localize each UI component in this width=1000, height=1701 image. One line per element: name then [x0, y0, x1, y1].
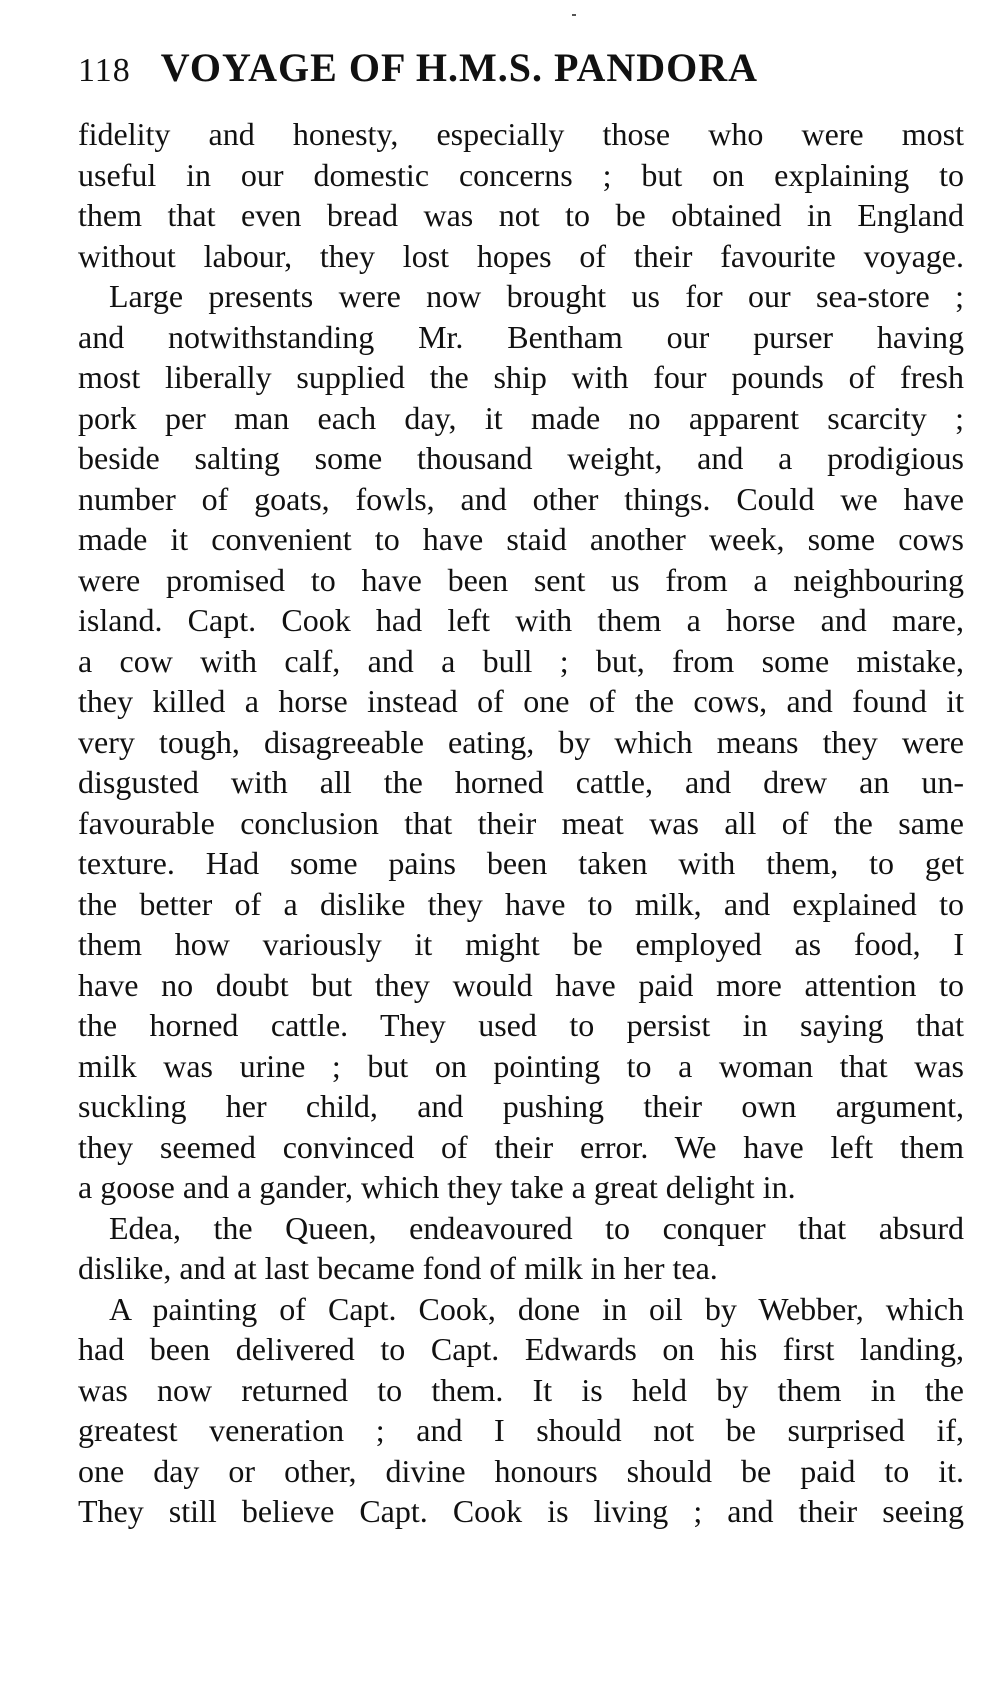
running-title: VOYAGE OF H.M.S. PANDORA: [160, 45, 759, 90]
text-line: Edea, the Queen, endeavoured to conquer that absurd: [109, 1209, 964, 1246]
text-line: one day or other, divine honours should be paid to it.: [78, 1452, 964, 1489]
text-line: and notwithstanding Mr. Bentham our purser having: [78, 318, 964, 355]
text-line: A painting of Capt. Cook, done in oil by Webber, which: [109, 1290, 964, 1327]
running-head: [78, 44, 964, 114]
text-line: useful in our domestic concerns ; but on explaining to: [78, 156, 964, 193]
text-line: texture. Had some pains been taken with them, to get: [78, 845, 964, 881]
text-line: a cow with calf, and a bull ; but, from some mistake,: [78, 642, 964, 679]
text-line: the better of a dislike they have to milk, and explained to: [78, 885, 964, 922]
text-line: a goose and a gander, which they take a great delight in.: [78, 1169, 796, 1205]
text-line: were promised to have been sent us from a neighbouring: [78, 561, 964, 598]
text-line: pork per man each day, it made no apparent scarcity ;: [78, 399, 964, 436]
text-line: number of goats, fowls, and other things. Could we have: [78, 480, 964, 517]
text-line: was now returned to them. It is held by them in the: [78, 1371, 964, 1408]
paragraph-4: [78, 1289, 964, 1532]
text-line: greatest veneration ; and I should not be surprised if,: [78, 1412, 964, 1448]
text-line: island. Capt. Cook had left with them a horse and mare,: [78, 602, 964, 638]
paragraph-3: [78, 1208, 964, 1289]
text-line: have no doubt but they would have paid more attention to: [78, 966, 964, 1003]
text-line: suckling her child, and pushing their own argument,: [78, 1088, 964, 1124]
text-line: dislike, and at last became fond of milk in her tea.: [78, 1250, 718, 1286]
text-line: favourable conclusion that their meat was all of the same: [78, 804, 964, 841]
text-line: fidelity and honesty, especially those who were most: [78, 116, 964, 152]
text-line: disgusted with all the horned cattle, and drew an un-: [78, 764, 964, 800]
text-line: Large presents were now brought us for our sea-store ;: [109, 278, 964, 314]
text-line: beside salting some thousand weight, and a prodigious: [78, 440, 964, 476]
scan-mark: [572, 14, 576, 16]
text-line: the horned cattle. They used to persist in saying that: [78, 1007, 964, 1043]
text-line: They still believe Capt. Cook is living ; and their seeing: [78, 1493, 964, 1529]
paragraph-1: [78, 114, 964, 276]
text-line: they seemed convinced of their error. We have left them: [78, 1128, 964, 1165]
text-line: most liberally supplied the ship with four pounds of fresh: [78, 359, 964, 395]
paragraph-2: [78, 276, 964, 1208]
book-page: [78, 40, 964, 1532]
page-number: 118: [78, 52, 131, 89]
text-line: made it convenient to have staid another week, some cows: [78, 521, 964, 557]
text-line: them that even bread was not to be obtained in England: [78, 197, 964, 233]
text-line: had been delivered to Capt. Edwards on his first landing,: [78, 1331, 964, 1367]
text-line: they killed a horse instead of one of the cows, and found it: [78, 683, 964, 719]
text-line: milk was urine ; but on pointing to a woman that was: [78, 1047, 964, 1084]
text-line: without labour, they lost hopes of their favourite voyage.: [78, 237, 964, 274]
text-line: very tough, disagreeable eating, by which means they were: [78, 723, 964, 760]
text-line: them how variously it might be employed as food, I: [78, 926, 964, 962]
